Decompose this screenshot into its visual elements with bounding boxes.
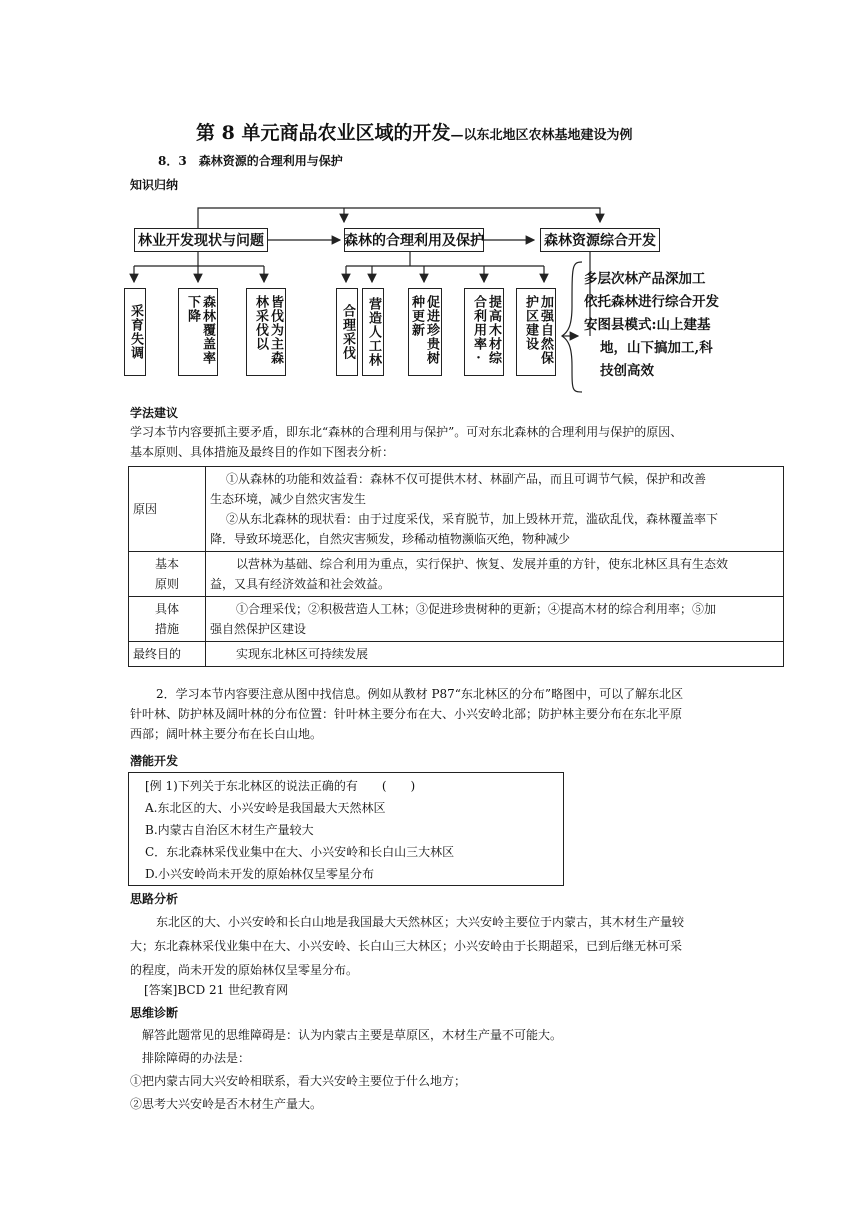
text-line: ②思考大兴安岭是否木材生产量大。 (130, 1097, 323, 1111)
table-row (129, 642, 784, 667)
page-title (196, 118, 632, 145)
xuefa-paragraph (130, 422, 682, 462)
example-option: A.东北区的大、小兴安岭是我国最大天然林区 (145, 801, 386, 815)
cell-label (129, 642, 206, 667)
mode-line: 技创高效 (600, 363, 654, 379)
text-line: 大；东北森林采伐业集中在大、小兴安岭、长白山三大林区；小兴安岭由于长期超采，已到后继无林可采 (130, 939, 683, 953)
cell-content (206, 642, 784, 667)
table-row (129, 597, 784, 642)
problem-box-3: 皆伐为主森林采伐以 (246, 288, 286, 376)
example-option: D.小兴安岭尚未开发的原始林仅呈零星分布 (145, 867, 375, 881)
mode-line: 安图县模式:山上建基 (584, 317, 711, 333)
point2-paragraph (130, 684, 683, 744)
label-line: 基本 (154, 557, 179, 571)
text-line: ②从东北森林的现状看：由于过度采伐，采育脱节，加上毁林开荒，滥砍乱伐，森林覆盖率下 (226, 512, 719, 526)
measure-box-4: 提高木材综合利用率· (464, 288, 504, 376)
cell-label (129, 552, 206, 597)
text-line: ①从森林的功能和效益看：森林不仅可提供木材、林副产品，而且可调节气候，保护和改善 (226, 472, 707, 486)
label-goal: 最终目的 (133, 647, 182, 661)
siwei-heading: 思维诊断 (130, 1006, 179, 1020)
siwei-paragraph (130, 1024, 562, 1116)
label-reason: 原因 (133, 502, 158, 516)
mode-line: 多层次林产品深加工 (584, 271, 706, 287)
label-line: 原则 (154, 577, 179, 591)
example-box (128, 772, 564, 886)
cell-content (206, 467, 784, 552)
section-heading: 8．3 森林资源的合理利用与保护 (158, 154, 343, 168)
example-question: [例 1)下列关于东北林区的说法正确的有 ( ) (145, 779, 416, 793)
cell-content (206, 552, 784, 597)
xuefa-heading: 学法建议 (130, 406, 179, 420)
text-line: 排除障碍的办法是： (142, 1051, 251, 1065)
table-row (129, 552, 784, 597)
mode-line: 依托森林进行综合开发 (584, 294, 719, 310)
qianneng-heading: 潜能开发 (130, 754, 179, 768)
text-line: 2．学习本节内容要注意从图中找信息。例如从教材 P87“东北林区的分布”略图中，可以了解东北区 (156, 687, 684, 701)
cell-content (206, 597, 784, 642)
title-main: 第 8 单元商品农业区域的开发 (196, 122, 451, 144)
text-line: 的程度，尚未开发的原始林仅呈零星分布。 (130, 963, 359, 977)
measure-box-5: 加强自然保护区建设 (516, 288, 556, 376)
label-line: 措施 (154, 622, 179, 636)
comprehensive-modes (584, 268, 719, 383)
text-line: ①合理采伐；②积极营造人工林；③促进珍贵树种的更新；④提高木材的综合利用率；⑤加 (236, 602, 717, 616)
box-forestry-status: 林业开发现状与问题 (134, 228, 268, 252)
text-line: 东北区的大、小兴安岭和长白山地是我国最大天然林区；大兴安岭主要位于内蒙古，其木材生产量较 (156, 915, 685, 929)
text-line: 解答此题常见的思维障碍是：认为内蒙古主要是草原区，木材生产量不可能大。 (142, 1028, 563, 1042)
problem-box-1: 采育失调 (124, 288, 146, 376)
text-line: 以营林为基础、综合利用为重点，实行保护、恢复、发展并重的方针，使东北林区具有生态效 (236, 557, 729, 571)
analysis-table (128, 466, 784, 667)
text-line: 生态环境，减少自然灾害发生 (210, 492, 367, 506)
text-line: 学习本节内容要抓主要矛盾，即东北“森林的合理利用与保护”。可对东北森林的合理利用与保护的原因、 (130, 425, 683, 439)
problem-box-2: 森林覆盖率下降 (178, 288, 218, 376)
example-option: C．东北森林采伐业集中在大、小兴安岭和长白山三大林区 (145, 845, 455, 859)
silu-heading: 思路分析 (130, 892, 179, 906)
mode-line: 地，山下搞加工,科 (600, 340, 713, 356)
text-line: 实现东北林区可持续发展 (236, 647, 369, 661)
text-line: 基本原则、具体措施及最终目的作如下图表分析： (130, 445, 395, 459)
text-line: 西部；阔叶林主要分布在长白山地。 (130, 727, 323, 741)
box-rational-use: 森林的合理利用及保护 (344, 228, 484, 252)
cell-label (129, 467, 206, 552)
title-subtitle: —以东北地区农林基地建设为例 (450, 128, 633, 143)
table-row (129, 467, 784, 552)
silu-paragraph (130, 910, 684, 982)
measure-box-2: 营造人工林 (362, 288, 384, 376)
zhishi-heading: 知识归纳 (130, 178, 179, 192)
measure-box-1: 合理采伐 (336, 288, 358, 376)
cell-label (129, 597, 206, 642)
text-line: ①把内蒙古同大兴安岭相联系，看大兴安岭主要位于什么地方； (130, 1074, 467, 1088)
text-line: 强自然保护区建设 (210, 622, 307, 636)
knowledge-diagram (120, 196, 740, 396)
text-line: 针叶林、防护林及阔叶林的分布位置：针叶林主要分布在大、小兴安岭北部；防护林主要分布在东北平原 (130, 707, 683, 721)
answer-line: [答案]BCD 21 世纪教育网 (144, 983, 289, 997)
measure-box-3: 促进珍贵树种更新 (408, 288, 442, 376)
example-option: B.内蒙古自治区木材生产量较大 (145, 823, 314, 837)
label-line: 具体 (154, 602, 179, 616)
text-line: 降．导致环境恶化，自然灾害频发，珍稀动植物濒临灭绝，物种减少 (210, 532, 571, 546)
box-comprehensive-dev: 森林资源综合开发 (540, 228, 660, 252)
text-line: 益，又具有经济效益和社会效益。 (210, 577, 391, 591)
